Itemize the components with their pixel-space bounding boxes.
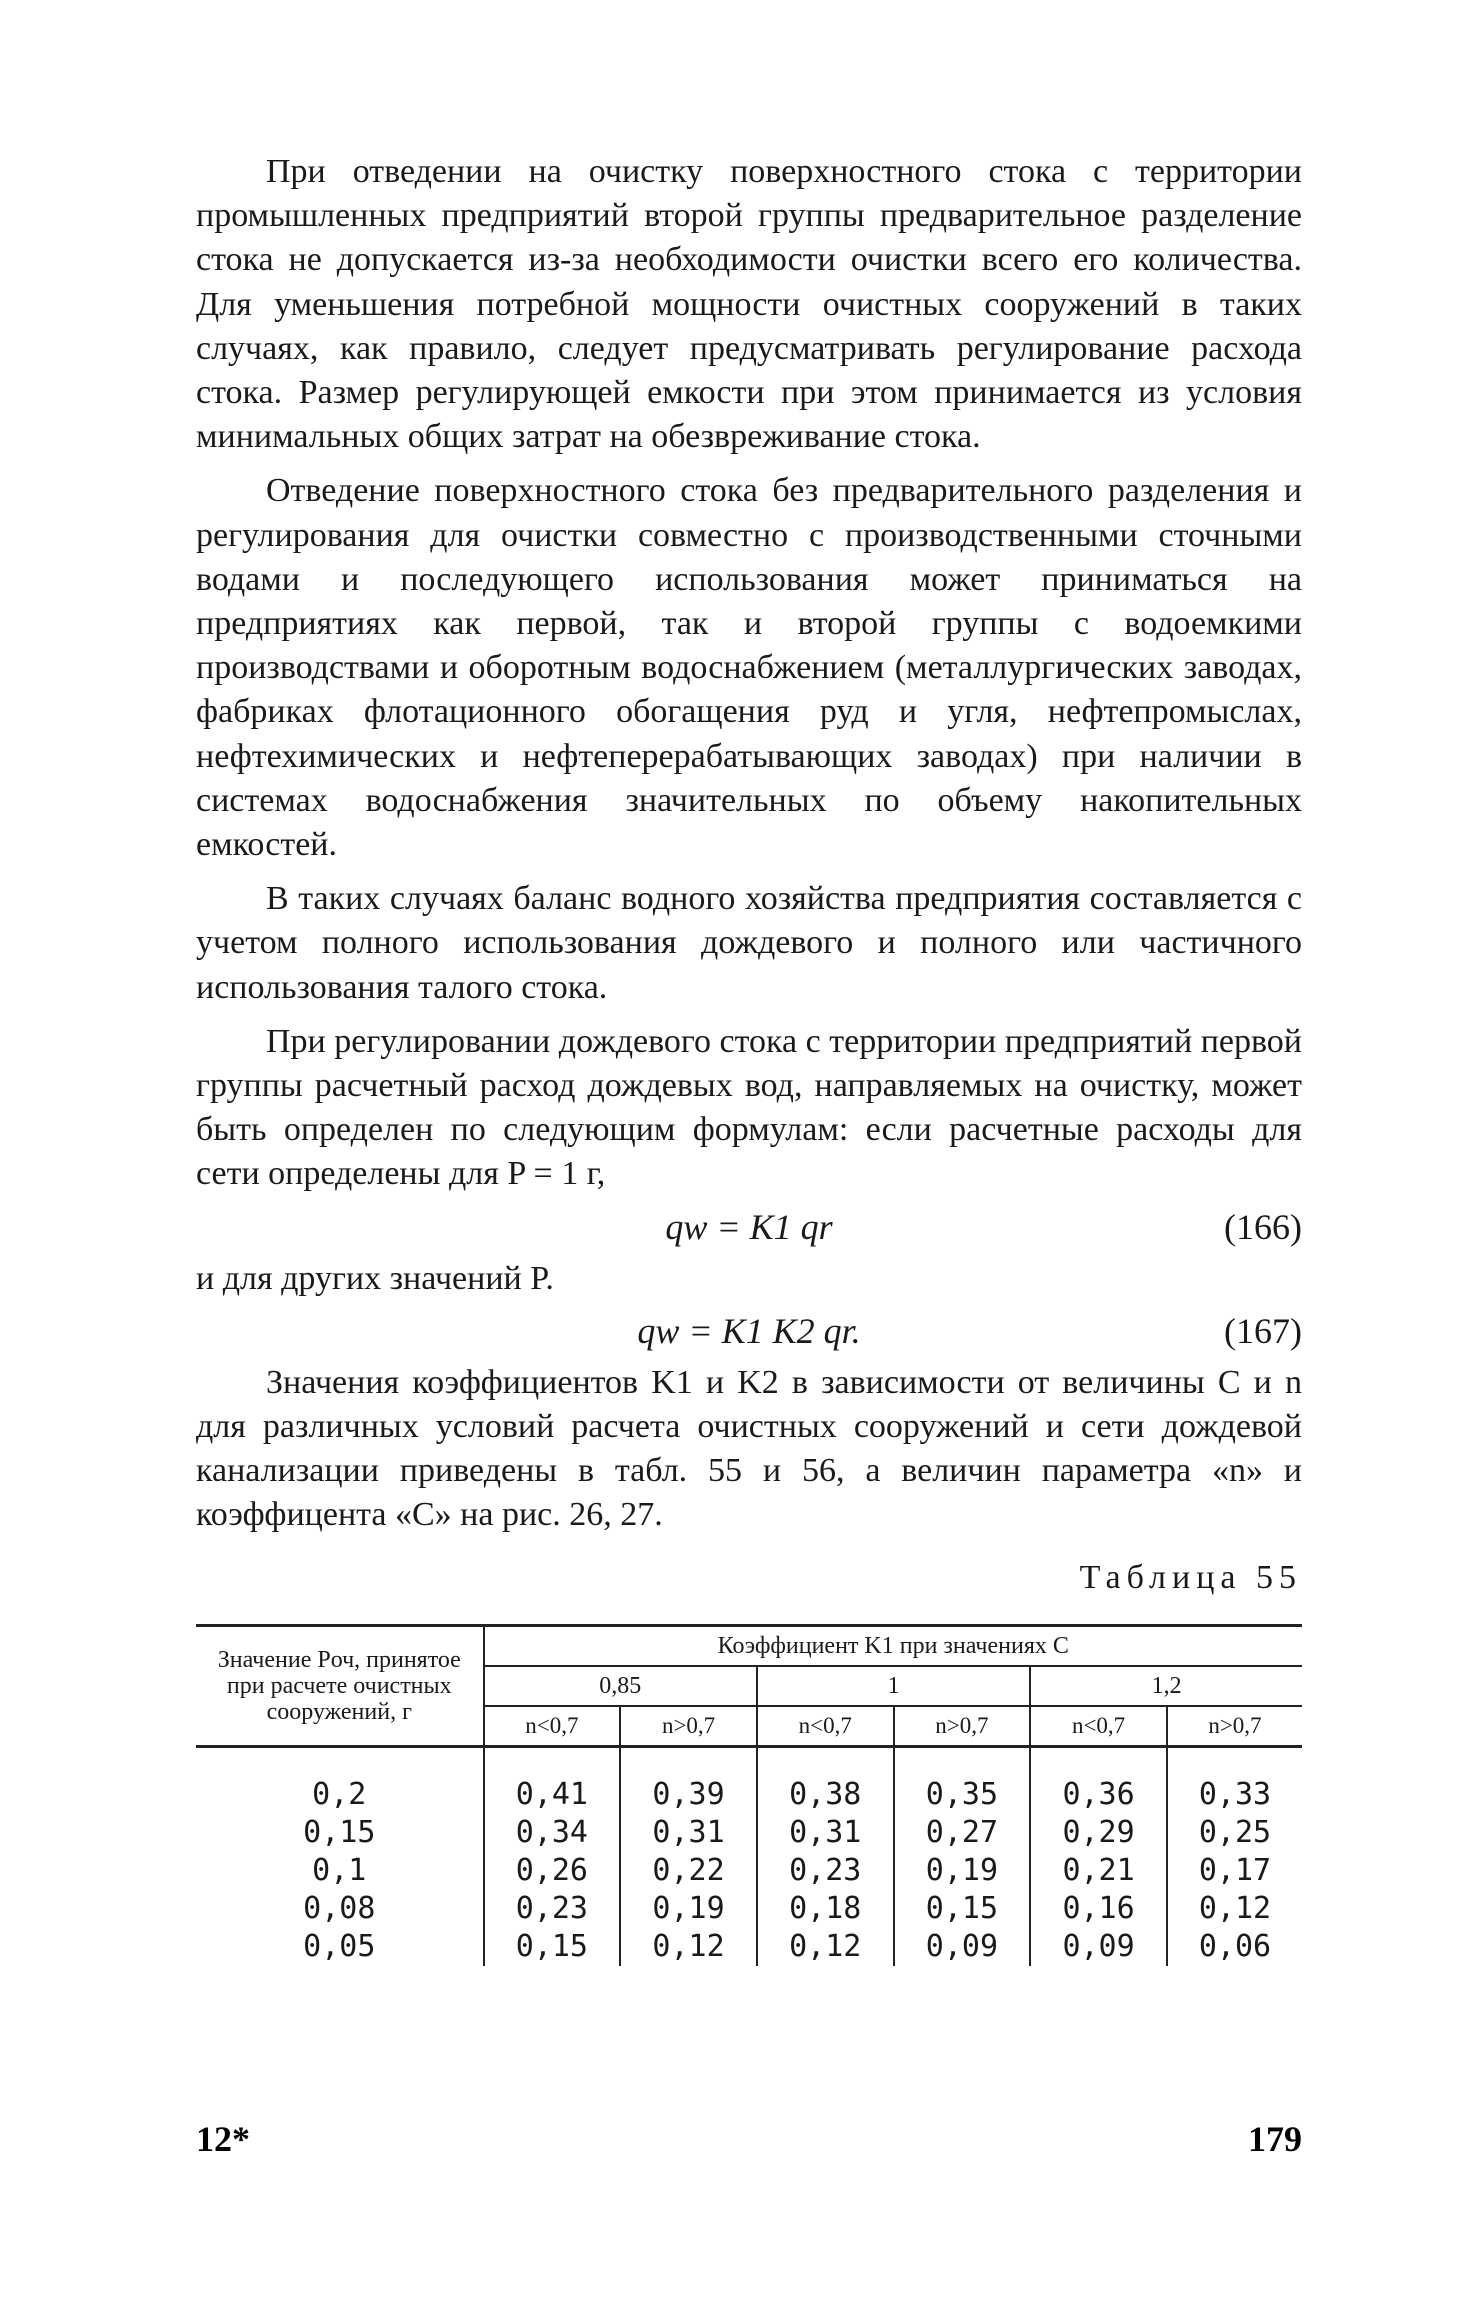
- n-header: n<0,7: [757, 1706, 894, 1747]
- p-value-cell: 0,15: [196, 1814, 484, 1852]
- row-header: Значение Pоч, принятое при расчете очистных сооружений, г: [196, 1625, 484, 1746]
- c-value-header: 1,2: [1030, 1666, 1302, 1706]
- table-cell: 0,15: [484, 1928, 621, 1966]
- table-row: [196, 1852, 1302, 1890]
- table-caption: Таблица 55: [1079, 1558, 1302, 1596]
- table-cell: 0,35: [894, 1746, 1031, 1814]
- formula-167-expression: qw = K1 K2 qr.: [637, 1310, 861, 1351]
- paragraph-2: Отведение поверхностного стока без предварительного разделения и регулирования для очистки совместно с производственными сточными водами и последующего использования может приниматься на предприятиях как первой, так и второй группы с водоемкими производствами и оборотным водоснабжением (металлургических заводах, фабриках флотационного обогащения руд и угля, нефтепромыслах, нефтехимических и нефтеперерабатывающих заводах) при наличии в системах водоснабжения значительных по объему накопительных емкостей.: [196, 472, 1302, 864]
- table-cell: 0,25: [1198, 1814, 1272, 1850]
- paragraph-5: Значения коэффициентов K1 и K2 в зависимости от величины C и n для различных условий расчета очистных сооружений и сети дождевой канализации приведены в табл. 55 и 56, а величин параметра «n» и коэффицента «C» на рис. 26, 27.: [196, 1363, 1302, 1534]
- formula-166-expression: qw = K1 qr: [665, 1206, 833, 1247]
- n-header: n<0,7: [484, 1706, 621, 1747]
- c-value-header: 0,85: [484, 1666, 757, 1706]
- paragraph-4: При регулировании дождевого стока с территории предприятий первой группы расчетный расход дождевых вод, направляемых на очистку, может быть определен по следующим формулам: если расчетные расходы для сети определены для P = 1 г,: [196, 1022, 1302, 1193]
- table-cell: 0,22: [620, 1852, 757, 1890]
- table-cell: 0,12: [620, 1928, 757, 1966]
- page-body: [196, 150, 1302, 1966]
- p-value-cell: 0,05: [196, 1928, 484, 1966]
- table-cell: 0,12: [1198, 1890, 1272, 1926]
- table-cell: 0,15: [894, 1890, 1031, 1928]
- formula-167-number: (167): [1224, 1310, 1302, 1351]
- table-cell: 0,19: [620, 1890, 757, 1928]
- table-cell: 0,41: [484, 1746, 621, 1814]
- table-cell: 0,31: [620, 1814, 757, 1852]
- table-cell: 0,09: [894, 1928, 1031, 1966]
- table-row: [196, 1814, 1302, 1852]
- table-cell: 0,16: [1030, 1890, 1167, 1928]
- p-value-cell: 0,1: [196, 1852, 484, 1890]
- paragraph-3: В таких случаях баланс водного хозяйства предприятия составляется с учетом полного использования дождевого и полного или частичного использования талого стока.: [196, 880, 1302, 1006]
- table-cell: 0,26: [484, 1852, 621, 1890]
- group-header: Коэффициент K1 при значениях C: [484, 1625, 1302, 1666]
- table-cell: 0,21: [1030, 1852, 1167, 1890]
- table-cell: 0,12: [757, 1928, 894, 1966]
- table-cell: 0,09: [1030, 1928, 1167, 1966]
- table-cell: 0,23: [757, 1852, 894, 1890]
- p-value-cell: 0,08: [196, 1890, 484, 1928]
- table-cell: 0,06: [1198, 1928, 1272, 1964]
- n-header: n>0,7: [1167, 1706, 1302, 1747]
- table-cell: 0,27: [894, 1814, 1031, 1852]
- table-cell: 0,18: [757, 1890, 894, 1928]
- formula-166: [196, 1197, 1302, 1257]
- table-cell: 0,36: [1030, 1746, 1167, 1814]
- table-cell: 0,33: [1198, 1776, 1272, 1812]
- table-cell: 0,34: [484, 1814, 621, 1852]
- formula-166-number: (166): [1224, 1206, 1302, 1247]
- c-value-header: 1: [757, 1666, 1030, 1706]
- table-cell: 0,31: [757, 1814, 894, 1852]
- table-cell: 0,23: [484, 1890, 621, 1928]
- table-cell: 0,17: [1198, 1852, 1272, 1888]
- coefficient-table: [196, 1624, 1302, 1966]
- signature-mark: 12*: [196, 2119, 250, 2159]
- table-cell: 0,38: [757, 1746, 894, 1814]
- table-row: [196, 1746, 1302, 1814]
- page-number: 179: [1248, 2119, 1302, 2159]
- n-header: n<0,7: [1030, 1706, 1167, 1747]
- p-value-cell: 0,2: [196, 1746, 484, 1814]
- paragraph-1: При отведении на очистку поверхностного стока с территории промышленных предприятий второй группы предварительное разделение стока не допускается из-за необходимости очистки всего его количества. Для уменьшения потребной мощности очистных сооружений в таких случаях, как правило, следует предусматривать регулирование расхода стока. Размер регулирующей емкости при этом принимается из условия минимальных общих затрат на обезвреживание стока.: [196, 153, 1302, 456]
- table-row: [196, 1890, 1302, 1928]
- between-text: и для других значений P.: [196, 1259, 554, 1297]
- formula-167: [196, 1301, 1302, 1361]
- table-cell: 0,19: [894, 1852, 1031, 1890]
- n-header: n>0,7: [894, 1706, 1031, 1747]
- table-row: [196, 1928, 1302, 1966]
- table-cell: 0,29: [1030, 1814, 1167, 1852]
- n-header: n>0,7: [620, 1706, 757, 1747]
- table-cell: 0,39: [620, 1746, 757, 1814]
